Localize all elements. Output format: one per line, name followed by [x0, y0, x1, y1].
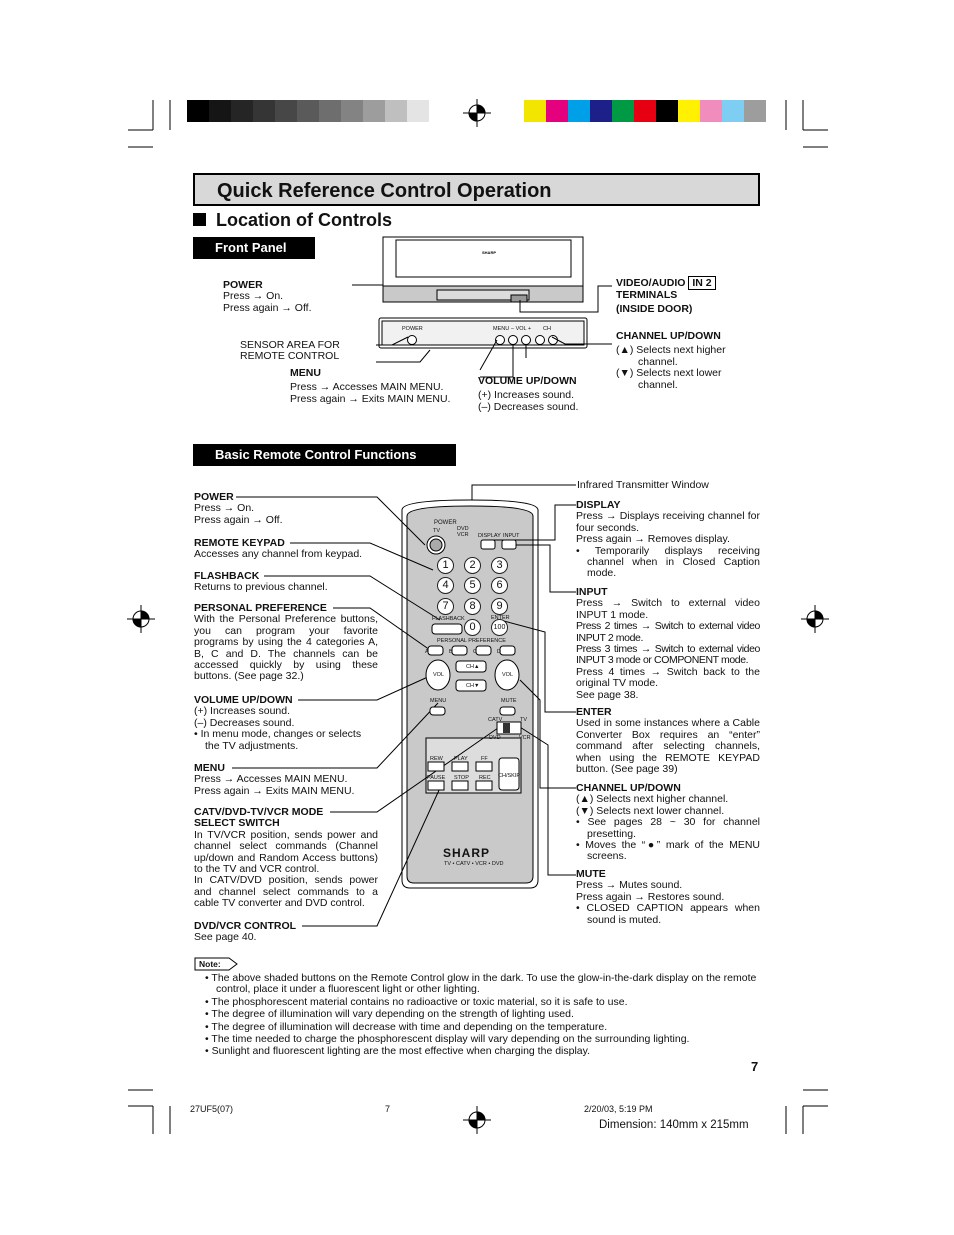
- remote-pp-label: PERSONAL PREFERENCE: [437, 638, 506, 644]
- panel-ch-label: CH: [543, 326, 551, 332]
- rc-catv-title2: SELECT SWITCH: [194, 817, 280, 830]
- note-label: Note:: [199, 959, 221, 969]
- note-list: [205, 973, 760, 1058]
- footer-page: 7: [385, 1104, 391, 1114]
- remote-power-label: POWER: [434, 520, 457, 526]
- rc-display-l2: Press again → Removes display.: [576, 533, 730, 546]
- remote-tv2-label: TV: [520, 717, 528, 723]
- remote-brand-sub: TV • CATV • VCR • DVD: [444, 861, 504, 867]
- panel-menu-label: MENU: [493, 326, 510, 332]
- remote-chskip-label: CH/SKIP: [498, 773, 521, 779]
- fp-video-t2: TERMINALS: [616, 289, 678, 302]
- rc-keypad-l1: Accesses any channel from keypad.: [194, 548, 363, 561]
- remote-stop-label: STOP: [454, 775, 469, 781]
- rc-mute-bullet: • CLOSED CAPTION appears when sound is muted.: [576, 902, 760, 926]
- remote-tv-label: TV: [433, 528, 441, 534]
- key-8[interactable]: 8: [464, 598, 481, 615]
- remote-b-label: B: [449, 649, 453, 655]
- rc-mute-l2: Press again → Restores sound.: [576, 890, 725, 903]
- fp-sensor-l2: REMOTE CONTROL: [240, 350, 340, 363]
- rc-vol-title: VOLUME UP/DOWN: [194, 694, 293, 706]
- page-number: 7: [751, 1059, 759, 1074]
- key-6[interactable]: 6: [491, 577, 508, 594]
- rc-channel-title: CHANNEL UP/DOWN: [576, 782, 681, 794]
- rc-catv-body1: In TV/VCR position, sends power and channel select commands (Channel up/down and Random Access buttons) to the TV and VCR control.: [194, 828, 378, 876]
- fp-volume-title: VOLUME UP/DOWN: [478, 375, 577, 387]
- remote-vol-left-label: VOL: [433, 672, 445, 678]
- remote-play-label: PLAY: [454, 756, 468, 762]
- rc-power-l2: Press again → Off.: [194, 513, 283, 526]
- rc-input-l2: Press 2 times → Switch to external video INPUT 2 mode.: [576, 620, 760, 644]
- front-panel-bar: Front Panel: [193, 237, 315, 259]
- rc-channel-bullet2: • Moves the “●” mark of the MENU screens.: [576, 839, 760, 863]
- fp-channel-l4: channel.: [638, 378, 678, 391]
- remote-ff-label: FF: [481, 756, 488, 762]
- page-title: Quick Reference Control Operation: [217, 180, 552, 202]
- key-9[interactable]: 9: [491, 598, 508, 615]
- fp-sensor-l1: SENSOR AREA FOR: [240, 339, 340, 351]
- key-7[interactable]: 7: [437, 598, 454, 615]
- note-item: • The phosphorescent material contains no radioactive or toxic material, so it is safe to use.: [205, 995, 628, 1008]
- remote-brand: SHARP: [443, 846, 491, 860]
- rc-enter-body: Used in some instances where a Cable Converter Box requires an “enter” command after selecting channels, when using the REMOTE KEYPAD button. (See page 39): [576, 717, 760, 776]
- rc-mute-title: MUTE: [576, 868, 606, 880]
- key-3[interactable]: 3: [491, 557, 508, 574]
- rc-mute-l1: Press → Mutes sound.: [576, 879, 683, 892]
- remote-menu-label: MENU: [430, 698, 447, 704]
- fp-volume-l1: (+) Increases sound.: [478, 389, 575, 402]
- rc-menu-title: MENU: [194, 762, 225, 774]
- key-4[interactable]: 4: [437, 577, 454, 594]
- rc-power-l1: Press → On.: [194, 502, 255, 515]
- rc-vol-l1: (+) Increases sound.: [194, 705, 291, 718]
- remote-pause-label: PAUSE: [427, 775, 446, 781]
- remote-vcr2-label: VCR: [519, 735, 531, 741]
- fp-menu-l1: Press → Accesses MAIN MENU.: [290, 381, 444, 394]
- rc-catv-body2: In CATV/DVD position, sends power and channel select commands to a cable TV converter and DVD control.: [194, 874, 378, 910]
- key-0[interactable]: 0: [464, 619, 481, 636]
- fp-power-title: POWER: [223, 279, 263, 291]
- remote-enter-label: ENTER: [491, 615, 510, 621]
- rc-enter-title: ENTER: [576, 706, 612, 718]
- fp-menu-l2: Press again → Exits MAIN MENU.: [290, 392, 451, 405]
- rc-display-title: DISPLAY: [576, 499, 621, 511]
- remote-vol-right-label: VOL: [502, 672, 514, 678]
- remote-dvd2-label: DVD: [489, 735, 501, 741]
- rc-input-title: INPUT: [576, 586, 608, 598]
- remote-c-label: C: [473, 649, 477, 655]
- remote-chup-label: CH▲: [466, 664, 480, 670]
- remote-a-label: A: [425, 649, 429, 655]
- panel-power-label: POWER: [402, 326, 423, 332]
- rc-vol-bullet: • In menu mode, changes or selects the TV adjustments.: [194, 728, 362, 752]
- rc-dvd-l1: See page 40.: [194, 931, 257, 944]
- remote-chdn-label: CH▼: [466, 683, 480, 689]
- remote-rec-label: REC: [479, 775, 491, 781]
- rc-dvd-title: DVD/VCR CONTROL: [194, 920, 297, 932]
- fp-volume-l2: (–) Decreases sound.: [478, 400, 579, 413]
- note-item: • The time needed to charge the phosphorescent display will vary depending on the surrounding lighting.: [205, 1033, 690, 1046]
- footer-dimension: Dimension: 140mm x 215mm: [599, 1119, 749, 1131]
- rc-channel-l1: (▲) Selects next higher channel.: [576, 793, 729, 806]
- note-item: • The above shaded buttons on the Remote Control glow in the dark. To use the glow-in-the-dark display on the remote control, place it under a fluorescent light or other lighting.: [205, 972, 757, 996]
- rc-power-title: POWER: [194, 491, 234, 503]
- remote-functions-bar: Basic Remote Control Functions: [193, 444, 456, 466]
- rc-menu-l2: Press again → Exits MAIN MENU.: [194, 784, 355, 797]
- tv-brand-label: SHARP: [482, 250, 497, 255]
- rc-menu-l1: Press → Accesses MAIN MENU.: [194, 773, 348, 786]
- fp-video-t1: VIDEO/AUDIO: [616, 277, 686, 289]
- fp-channel-l2: channel.: [638, 355, 678, 368]
- remote-vcr-label: VCR: [457, 532, 469, 538]
- key-2[interactable]: 2: [464, 557, 481, 574]
- remote-d-label: D: [497, 649, 501, 655]
- rc-keypad-title: REMOTE KEYPAD: [194, 537, 285, 549]
- remote-flashback-label: FLASHBACK: [432, 616, 465, 622]
- key-100[interactable]: 100: [491, 619, 508, 636]
- rc-pp-title: PERSONAL PREFERENCE: [194, 602, 327, 614]
- rc-channel-bullet1: • See pages 28 ~ 30 for channel presetting.: [576, 816, 760, 840]
- remote-dvd-label: DVD: [457, 526, 469, 532]
- footer-date: 2/20/03, 5:19 PM: [584, 1104, 653, 1114]
- remote-display-label: DISPLAY: [478, 533, 501, 539]
- key-1[interactable]: 1: [437, 557, 454, 574]
- note-item: • The degree of illumination will vary depending on the strength of lighting used.: [205, 1008, 574, 1021]
- footer-code: 27UF5(07): [190, 1104, 234, 1114]
- rc-vol-l2: (–) Decreases sound.: [194, 716, 295, 729]
- note-item: • The degree of illumination will decrease with time and depending on the temperature.: [205, 1020, 608, 1033]
- rc-flashback-title: FLASHBACK: [194, 570, 260, 582]
- remote-input-label: INPUT: [503, 533, 520, 539]
- fp-channel-l1: (▲) Selects next higher: [616, 344, 726, 357]
- rc-input-l3: Press 3 times → Switch to external video INPUT 3 mode or COMPONENT mode.: [576, 643, 760, 667]
- rc-display-bullet: • Temporarily displays receiving channel when in Closed Caption mode.: [576, 544, 760, 580]
- key-5[interactable]: 5: [464, 577, 481, 594]
- remote-catv-label: CATV: [488, 717, 503, 723]
- fp-power-l1: Press → On.: [223, 290, 284, 303]
- fp-channel-title: CHANNEL UP/DOWN: [616, 330, 721, 342]
- rc-pp-body: With the Personal Preference buttons, you can program your favorite programs by using the 4 categories A, B, C and D. The channels can be accessed quickly by using these buttons. (See page 32.): [194, 613, 378, 683]
- fp-video-t3: (INSIDE DOOR): [616, 302, 693, 315]
- panel-vol-label: – VOL +: [511, 326, 532, 332]
- fp-video-box: IN 2: [688, 276, 715, 290]
- rc-catv-title1: CATV/DVD-TV/VCR MODE: [194, 806, 324, 818]
- note-item: • Sunlight and fluorescent lighting are the most effective when charging the display.: [205, 1045, 591, 1058]
- rc-input-body: Press → Switch to external video INPUT 1 mode.: [576, 597, 760, 621]
- rc-flashback-l1: Returns to previous channel.: [194, 581, 328, 594]
- remote-rew-label: REW: [430, 756, 443, 762]
- rc-input-l5: See page 38.: [576, 688, 639, 701]
- section-title: Location of Controls: [216, 210, 392, 230]
- rc-infrared-callout: Infrared Transmitter Window: [577, 479, 709, 491]
- remote-mute-label: MUTE: [501, 698, 517, 704]
- rc-input-l4: Press 4 times → Switch back to the original TV mode.: [576, 665, 760, 690]
- rc-display-body: Press → Displays receiving channel for four seconds.: [576, 510, 760, 534]
- rc-channel-l2: (▼) Selects next lower channel.: [576, 804, 725, 817]
- fp-power-l2: Press again → Off.: [223, 301, 312, 314]
- fp-channel-l3: (▼) Selects next lower: [616, 367, 722, 380]
- fp-menu-title: MENU: [290, 367, 321, 379]
